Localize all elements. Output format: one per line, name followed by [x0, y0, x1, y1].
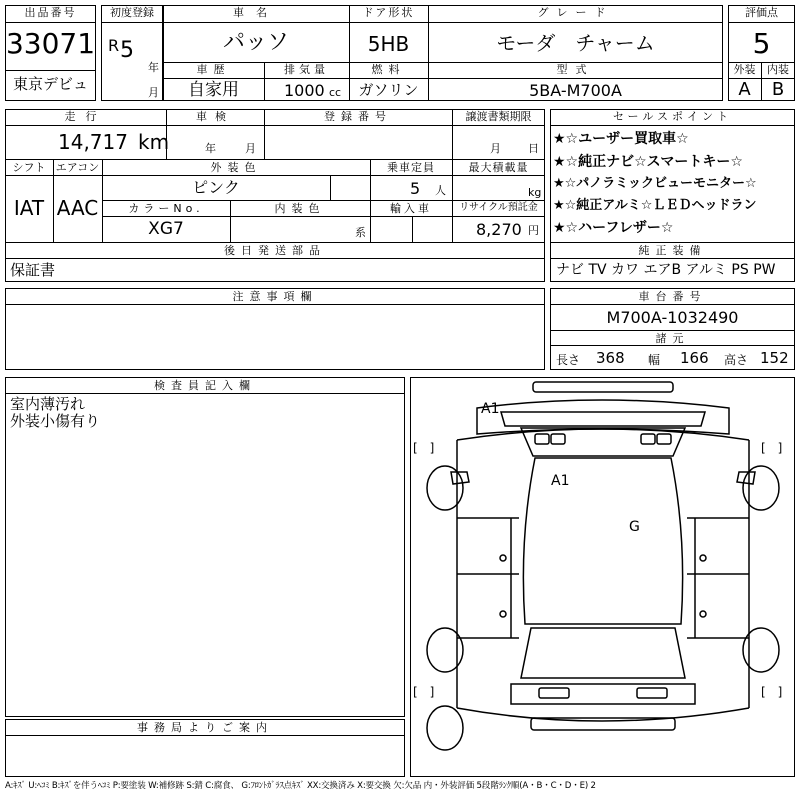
- transfer-month-unit: 月: [490, 142, 501, 155]
- score-label: 評価点: [745, 6, 778, 19]
- sales-point: ★☆純正アルミ☆ＬＥＤヘッドラン: [553, 198, 757, 213]
- interior-label: 内装: [767, 63, 789, 76]
- bracket-right-bottom: [ ]: [761, 685, 783, 699]
- bracket-left-top: [ ]: [413, 441, 435, 455]
- door-label: ドア形状: [362, 6, 415, 19]
- height-label: 高さ: [724, 353, 749, 367]
- history: 自家用: [188, 80, 239, 100]
- sales-point: ★☆ハーフレザー☆: [553, 220, 674, 236]
- car-name-label: 車名: [233, 6, 279, 19]
- recycle-unit: 円: [528, 224, 539, 237]
- displacement: 1000: [284, 81, 325, 100]
- fuel: ガソリン: [358, 81, 419, 99]
- venue: 東京デビュ: [12, 75, 88, 93]
- displacement-label: 排気量: [284, 63, 329, 76]
- chassis-label: 車台番号: [638, 290, 707, 303]
- length-value: 368: [596, 349, 625, 367]
- front-bumper-top: [533, 382, 673, 392]
- transfer-label: 譲渡書類期限: [465, 110, 532, 123]
- ext-color-label: 外装色: [210, 161, 262, 174]
- car-diagram-svg: [411, 378, 794, 776]
- inspection-label: 車検: [196, 110, 234, 123]
- era: R: [108, 36, 120, 55]
- windshield: [521, 428, 685, 456]
- inspection-year-unit: 年: [205, 142, 216, 155]
- year-unit: 年: [148, 61, 159, 74]
- equipment: ナビ TV カワ エアB アルミ PS PW: [556, 262, 776, 278]
- grade: モーダ チャーム: [496, 31, 655, 55]
- rear-window: [521, 628, 685, 678]
- model-label: 型式: [556, 63, 595, 76]
- later-parts: 保証書: [10, 261, 56, 279]
- inspection-month-unit: 月: [245, 142, 256, 155]
- spare-tyre: [427, 706, 463, 750]
- mark-glass: G: [629, 519, 640, 535]
- inspector-label: 検査員記入欄: [154, 379, 256, 392]
- int-color-suffix: 系: [355, 226, 366, 239]
- mark-hood: A1: [481, 401, 500, 417]
- width-label: 幅: [648, 353, 661, 367]
- shift-label: シフト: [12, 161, 46, 174]
- capacity-label: 乗車定員: [387, 161, 435, 174]
- ac-label: エアコン: [55, 161, 100, 174]
- sales-label: セールスポイント: [612, 110, 732, 123]
- dims-label: 諸元: [655, 332, 690, 345]
- lot-no: 33071: [5, 27, 96, 60]
- office-label: 事務局よりご案内: [137, 721, 273, 734]
- notes-label: 注意事項欄: [232, 290, 318, 303]
- first-reg-year: 5: [120, 38, 134, 63]
- bracket-left-bottom: [ ]: [413, 685, 435, 699]
- capacity: 5: [410, 179, 421, 198]
- mark-roof: A1: [551, 473, 570, 489]
- left-doors: [457, 518, 519, 638]
- inspector-note: 室内薄汚れ: [10, 395, 86, 413]
- right-doors: [687, 518, 749, 638]
- score: 5: [752, 27, 771, 60]
- width-value: 166: [680, 349, 709, 367]
- mileage-label: 走行: [64, 110, 107, 123]
- displacement-unit: cc: [329, 86, 342, 99]
- color-no-label: カラーNo.: [128, 202, 204, 215]
- recycle-label: リサイクル預託金: [459, 202, 538, 213]
- ac: AAC: [56, 196, 99, 220]
- load-unit: kg: [528, 186, 542, 199]
- sales-point: ★☆純正ナビ☆スマートキー☆: [553, 154, 743, 170]
- transfer-day-unit: 日: [528, 142, 539, 155]
- capacity-unit: 人: [435, 184, 446, 197]
- roof-panel: [523, 458, 682, 624]
- first-reg-label: 初度登録: [110, 6, 154, 19]
- hood-panel: [501, 412, 705, 426]
- exterior-label: 外装: [733, 63, 756, 76]
- color-no: XG7: [148, 219, 184, 239]
- inspector-note: 外装小傷有り: [10, 412, 101, 430]
- fuel-label: 燃料: [371, 63, 406, 76]
- load-label: 最大積載量: [468, 161, 529, 174]
- month-unit: 月: [148, 86, 159, 99]
- int-color-label: 内装色: [274, 202, 326, 215]
- sales-point: ★☆ユーザー買取車☆: [553, 131, 689, 147]
- import-label: 輸入車: [390, 202, 432, 215]
- door: 5HB: [367, 32, 410, 56]
- wiper-left: [535, 434, 549, 444]
- mileage-unit: km: [138, 130, 170, 154]
- recycle: 8,270: [476, 220, 522, 239]
- lot-no-label: 出品番号: [24, 6, 77, 19]
- ext-color: ピンク: [192, 178, 240, 197]
- shift: IAT: [13, 196, 45, 220]
- legend-footer: A:ｷｽﾞ U:ﾍｺﾐ B:ｷｽﾞを伴うﾍｺﾐ P:要塗装 W:補修跡 S:錆 C:腐食、 G:ﾌﾛﾝﾄｶﾞﾗｽ点ｷｽﾞ XX:交換済み X:要交換 欠:欠品 内・外装評価 5段階ﾗﾝｸ順(A・B・C・D・E) 2: [5, 781, 596, 791]
- damage-diagram: [410, 377, 795, 777]
- grade-label: グレード: [537, 6, 614, 19]
- mileage: 14,717: [58, 130, 128, 154]
- exterior-grade: A: [738, 79, 751, 100]
- length-label: 長さ: [556, 353, 581, 367]
- height-value: 152: [760, 349, 789, 367]
- equipment-label: 純正装備: [638, 244, 707, 257]
- chassis-number: M700A-1032490: [606, 308, 739, 327]
- later-parts-label: 後日発送部品: [224, 244, 326, 257]
- interior-grade: B: [771, 79, 785, 100]
- sales-point: ★☆パノラミックビューモニター☆: [553, 176, 757, 191]
- history-label: 車歴: [196, 63, 231, 76]
- reg-no-label: 登録番号: [324, 110, 392, 123]
- model: 5BA-M700A: [529, 81, 622, 100]
- car-name: パッソ: [222, 30, 289, 55]
- bracket-right-top: [ ]: [761, 441, 783, 455]
